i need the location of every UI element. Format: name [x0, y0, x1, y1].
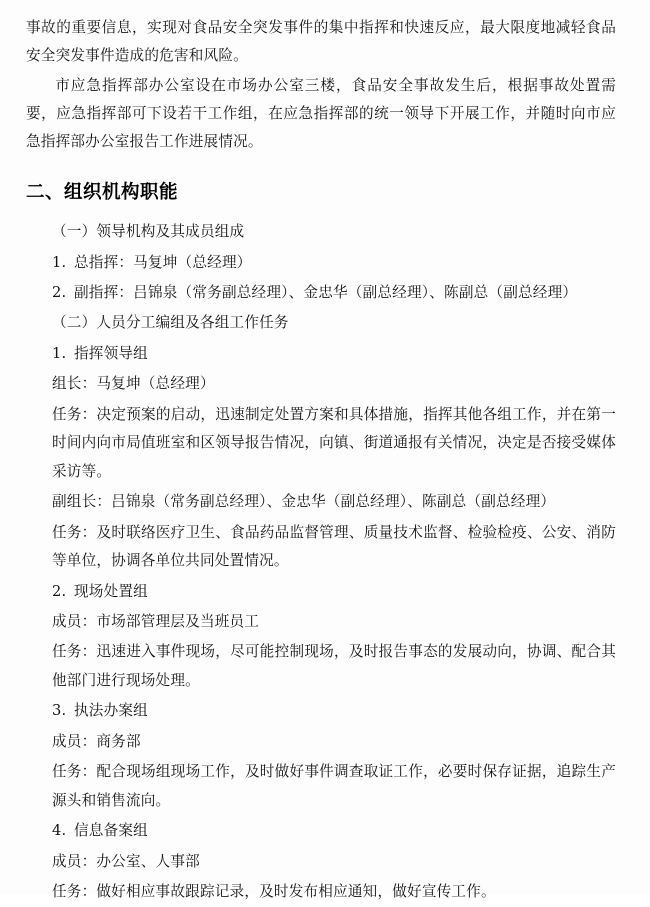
- group-name: 指挥领导组: [74, 344, 148, 362]
- group-heading: [52, 578, 616, 606]
- group-heading: [52, 697, 616, 725]
- list-item-number: 2.: [52, 283, 67, 301]
- group-name: 执法办案组: [74, 702, 148, 720]
- group-heading: [52, 340, 616, 368]
- list-item-text: 总指挥：马复坤（总经理）: [74, 253, 252, 271]
- group-line: 任务：配合现场组现场工作，及时做好事件调查取证工作，必要时保存证据，追踪生产源头和销售流向。: [52, 763, 616, 809]
- intro-paragraph-2: 市应急指挥部办公室设在市场办公室三楼，食品安全事故发生后，根据事故处置需要，应急指挥部可下设若干工作组，在应急指挥部的统一领导下开展工作，并随时向市应急指挥部办公室报告工作进展情况。: [26, 77, 616, 151]
- list-item: [52, 279, 616, 307]
- intro-paragraph-1: 事故的重要信息，实现对食品安全突发事件的集中指挥和快速反应，最大限度地减轻食品安全突发事件造成的危害和风险。: [26, 19, 616, 65]
- section-heading: 二、组织机构职能: [26, 182, 179, 204]
- group-number: 2.: [52, 582, 67, 600]
- section-body: [26, 218, 616, 906]
- group-number: 4.: [52, 822, 67, 840]
- group-line: 副组长：吕锦泉（常务副总经理）、金忠华（副总经理）、陈副总（副总经理）: [52, 493, 556, 511]
- subsection-one-title: （一）领导机构及其成员组成: [52, 223, 245, 241]
- list-item-text: 副指挥：吕锦泉（常务副总经理）、金忠华（副总经理）、陈副总（副总经理）: [74, 283, 578, 301]
- group-line: 任务：迅速进入事件现场，尽可能控制现场，及时报告事态的发展动向，协调、配合其他部门进行现场处理。: [52, 643, 616, 689]
- group-line: 组长：马复坤（总经理）: [52, 375, 215, 393]
- group-number: 1.: [52, 344, 67, 362]
- group-line: 任务：做好相应事故跟踪记录，及时发布相应通知，做好宣传工作。: [52, 883, 496, 901]
- group-heading: [52, 817, 616, 845]
- group-name: 信息备案组: [74, 822, 148, 840]
- group-name: 现场处置组: [74, 582, 148, 600]
- group-line: 成员：商务部: [52, 732, 141, 750]
- group-number: 3.: [52, 702, 67, 720]
- group-line: 任务：决定预案的启动，迅速制定处置方案和具体措施，指挥其他各组工作，并在第一时间内向市局值班室和区领导报告情况，向镇、街道通报有关情况，决定是否接受媒体采访等。: [52, 405, 616, 480]
- group-line: 成员：市场部管理层及当班员工: [52, 612, 260, 630]
- list-item-number: 1.: [52, 253, 67, 271]
- group-line: 任务：及时联络医疗卫生、食品药品监督管理、质量技术监督、检验检疫、公安、消防等单位，协调各单位共同处置情况。: [52, 523, 616, 570]
- subsection-two-title: （二）人员分工编组及各组工作任务: [52, 314, 289, 332]
- group-line: 成员：办公室、人事部: [52, 852, 200, 870]
- list-item: [52, 249, 616, 277]
